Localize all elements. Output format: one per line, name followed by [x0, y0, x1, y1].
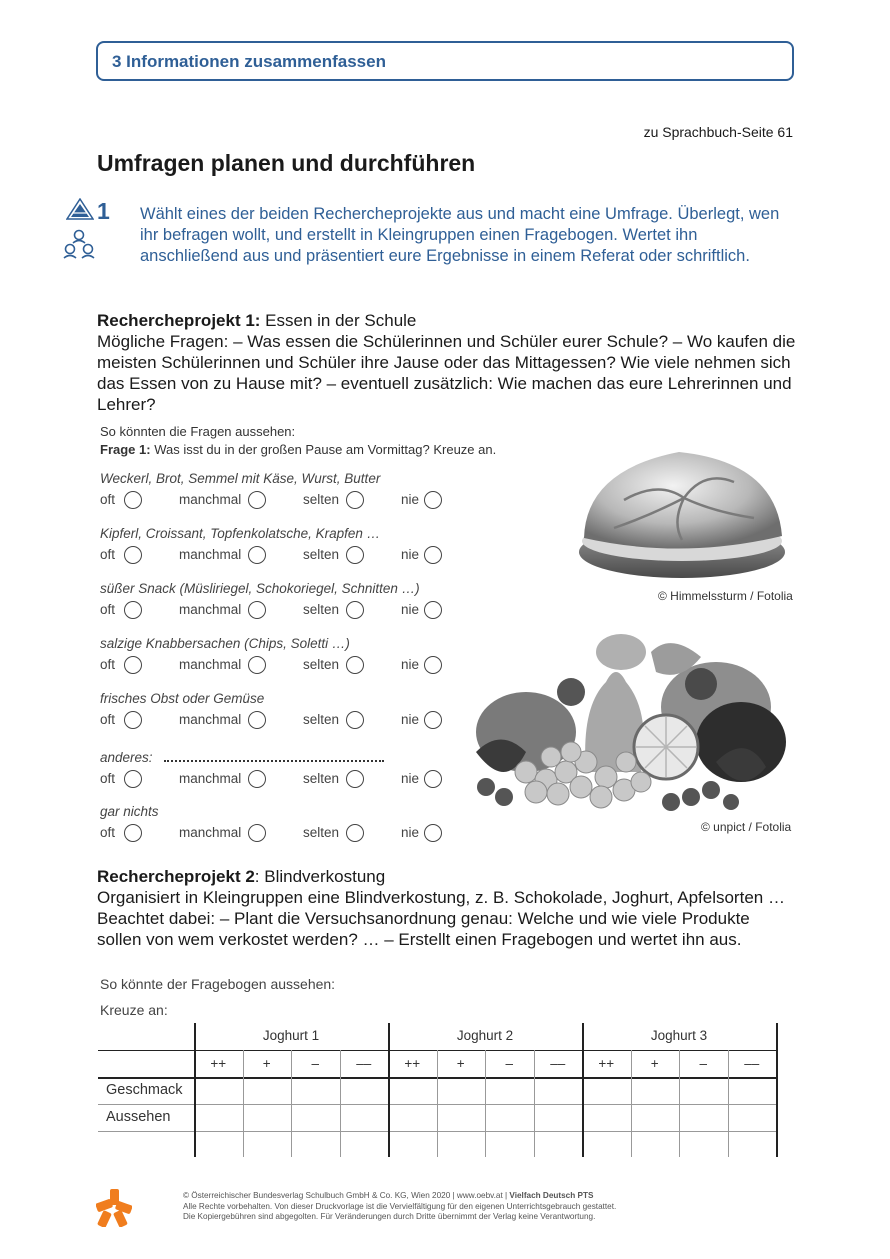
option-label: selten [303, 602, 340, 617]
option-checkbox[interactable] [346, 546, 364, 564]
option-checkbox[interactable] [346, 491, 364, 509]
option-checkbox[interactable] [424, 491, 442, 509]
option-label: selten [303, 657, 340, 672]
option-checkbox[interactable] [424, 824, 442, 842]
frequency-options [100, 712, 460, 732]
table-rating-header: –– [550, 1056, 566, 1071]
option-label: oft [100, 547, 116, 562]
table-group-header: Joghurt 1 [262, 1028, 320, 1043]
project1-block [97, 310, 797, 415]
option-label: manchmal [179, 602, 242, 617]
frequency-options [100, 602, 460, 622]
table-rating-header: + [262, 1056, 271, 1071]
frequency-options [100, 547, 460, 567]
project2-text: Organisiert in Kleingruppen eine Blindverkostung, z. B. Schokolade, Joghurt, Apfelsorten … Beachtet dabei: – Plant die Versuchsanordnung genau: Welche und wie viele Produkte sollen von wem verkostet werden? … – Erstellt einen Fragebogen und wertet ihn aus. [97, 888, 785, 949]
option-label: nie [401, 712, 420, 727]
option-label: oft [100, 602, 116, 617]
table-rating-header: –– [744, 1056, 760, 1071]
rating-table [98, 1023, 778, 1157]
frequency-options [100, 492, 460, 512]
project1-text: Mögliche Fragen: – Was essen die Schülerinnen und Schüler eurer Schule? – Wo kaufen die meisten Schülerinnen und Schüler ihre Jause oder das Mittagessen? Wie viele nehmen sich das Essen von zu Hause mit? – eventuell zusätzlich: Wie machen das eure Lehrerinnen und Lehrer? [97, 332, 796, 414]
difficulty-triangle-icon [66, 198, 94, 220]
option-label: oft [100, 825, 116, 840]
frequency-options [100, 825, 460, 845]
option-checkbox[interactable] [346, 601, 364, 619]
option-label: selten [303, 825, 340, 840]
photo-credit-1: © Himmelssturm / Fotolia [658, 589, 793, 603]
survey-item-label: Weckerl, Brot, Semmel mit Käse, Wurst, Butter [100, 471, 381, 486]
option-checkbox[interactable] [346, 770, 364, 788]
option-label: oft [100, 657, 116, 672]
page-title: Umfragen planen und durchführen [97, 150, 476, 176]
option-checkbox[interactable] [248, 770, 266, 788]
page-reference: zu Sprachbuch-Seite 61 [643, 124, 793, 140]
option-label: nie [401, 602, 420, 617]
table-rule [98, 1131, 778, 1132]
table-row-label: Aussehen [106, 1109, 171, 1125]
table-group-divider [388, 1023, 390, 1157]
table-rule [98, 1050, 778, 1051]
option-label: nie [401, 547, 420, 562]
form-intro: So könnte der Fragebogen aussehen: [100, 976, 336, 992]
table-group-divider [194, 1023, 196, 1157]
table-rating-header: + [650, 1056, 659, 1071]
table-rating-header: – [311, 1056, 319, 1071]
table-rating-header: + [456, 1056, 465, 1071]
option-label: manchmal [179, 657, 242, 672]
option-checkbox[interactable] [424, 601, 442, 619]
footer-line3: Die Kopiergebühren sind abgegolten. Für Veränderungen durch Dritte übernimmt der Verlag keine Verantwortung. [183, 1212, 596, 1221]
option-label: nie [401, 492, 420, 507]
project2-label: Rechercheprojekt 2 [97, 867, 255, 886]
option-label: manchmal [179, 547, 242, 562]
group-work-icon [62, 229, 96, 265]
survey-item-label: anderes: [100, 750, 153, 765]
frequency-options [100, 771, 460, 791]
survey-item-label: süßer Snack (Müsliriegel, Schokoriegel, Schnitten …) [100, 581, 420, 596]
question-label: Frage 1: [100, 442, 151, 457]
table-rating-header: – [505, 1056, 513, 1071]
survey-item-label: frisches Obst oder Gemüse [100, 691, 265, 706]
option-checkbox[interactable] [248, 546, 266, 564]
survey-item-label: Kipferl, Croissant, Topfenkolatsche, Krapfen … [100, 526, 381, 541]
option-checkbox[interactable] [424, 711, 442, 729]
option-checkbox[interactable] [124, 491, 142, 509]
option-checkbox[interactable] [346, 711, 364, 729]
survey-item-label: salzige Knabbersachen (Chips, Soletti …) [100, 636, 350, 651]
option-label: selten [303, 771, 340, 786]
table-group-header: Joghurt 3 [650, 1028, 708, 1043]
table-rating-header: ++ [404, 1056, 421, 1071]
table-rule [98, 1104, 778, 1105]
survey-intro: So könnten die Fragen aussehen: [100, 424, 296, 439]
table-rating-header: –– [356, 1056, 372, 1071]
table-row-label: Geschmack [106, 1082, 183, 1098]
survey-item-label: gar nichts [100, 804, 159, 819]
option-checkbox[interactable] [248, 601, 266, 619]
option-label: manchmal [179, 712, 242, 727]
option-checkbox[interactable] [424, 770, 442, 788]
option-checkbox[interactable] [424, 546, 442, 564]
option-checkbox[interactable] [124, 656, 142, 674]
project2-block [97, 866, 797, 950]
option-checkbox[interactable] [346, 656, 364, 674]
write-in-line[interactable] [164, 752, 384, 762]
option-checkbox[interactable] [424, 656, 442, 674]
option-label: oft [100, 492, 116, 507]
publisher-logo-icon [96, 1189, 132, 1227]
option-label: manchmal [179, 825, 242, 840]
table-group-divider [776, 1023, 778, 1157]
table-rule [98, 1077, 778, 1079]
option-label: oft [100, 712, 116, 727]
cross-hint: Kreuze an: [100, 1002, 168, 1018]
option-label: selten [303, 547, 340, 562]
option-checkbox[interactable] [124, 711, 142, 729]
footer-line2: Alle Rechte vorbehalten. Von dieser Druckvorlage ist die Vervielfältigung für den eigenen Unterrichtsgebrauch gestattet. [183, 1201, 617, 1211]
option-label: selten [303, 492, 340, 507]
option-checkbox[interactable] [346, 824, 364, 842]
table-rating-header: – [699, 1056, 707, 1071]
table-group-header: Joghurt 2 [456, 1028, 514, 1043]
option-checkbox[interactable] [124, 824, 142, 842]
option-checkbox[interactable] [248, 656, 266, 674]
option-label: nie [401, 771, 420, 786]
table-rating-header: ++ [598, 1056, 615, 1071]
option-label: selten [303, 712, 340, 727]
option-checkbox[interactable] [124, 546, 142, 564]
chapter-title: 3 Informationen zusammenfassen [112, 52, 386, 71]
project2-topic: : Blindverkostung [254, 867, 386, 886]
option-label: manchmal [179, 492, 242, 507]
option-checkbox[interactable] [248, 491, 266, 509]
survey-intro-block [100, 423, 496, 459]
option-label: manchmal [179, 771, 242, 786]
bread-roll-photo [564, 440, 796, 588]
table-rating-header: ++ [210, 1056, 227, 1071]
option-label: oft [100, 771, 116, 786]
option-checkbox[interactable] [124, 601, 142, 619]
option-checkbox[interactable] [124, 770, 142, 788]
option-checkbox[interactable] [248, 824, 266, 842]
frequency-options [100, 657, 460, 677]
task-instruction: Wählt eines der beiden Rechercheprojekte aus und macht eine Umfrage. Überlegt, wen ihr befragen wollt, und erstellt in Kleingruppen einen Fragebogen. Wertet ihn anschließend aus und präsentiert eure Ergebnisse in einem Referat oder schriftlich. [140, 205, 780, 265]
option-label: nie [401, 657, 420, 672]
task-icons [66, 198, 94, 270]
project1-label: Rechercheprojekt 1: [97, 311, 261, 330]
footer-copyright [183, 1191, 616, 1223]
task-number: 1 [97, 198, 110, 224]
footer-line1: © Österreichischer Bundesverlag Schulbuch GmbH & Co. KG, Wien 2020 | www.oebv.at | [183, 1191, 510, 1200]
photo-credit-2: © unpict / Fotolia [701, 820, 792, 834]
option-label: nie [401, 825, 420, 840]
question-text: Was isst du in der großen Pause am Vormittag? Kreuze an. [150, 442, 497, 457]
table-group-divider [582, 1023, 584, 1157]
option-checkbox[interactable] [248, 711, 266, 729]
fruit-photo [466, 612, 794, 816]
footer-product: Vielfach Deutsch PTS [509, 1191, 594, 1200]
chapter-header [96, 41, 794, 81]
project1-topic: Essen in der Schule [260, 311, 417, 330]
